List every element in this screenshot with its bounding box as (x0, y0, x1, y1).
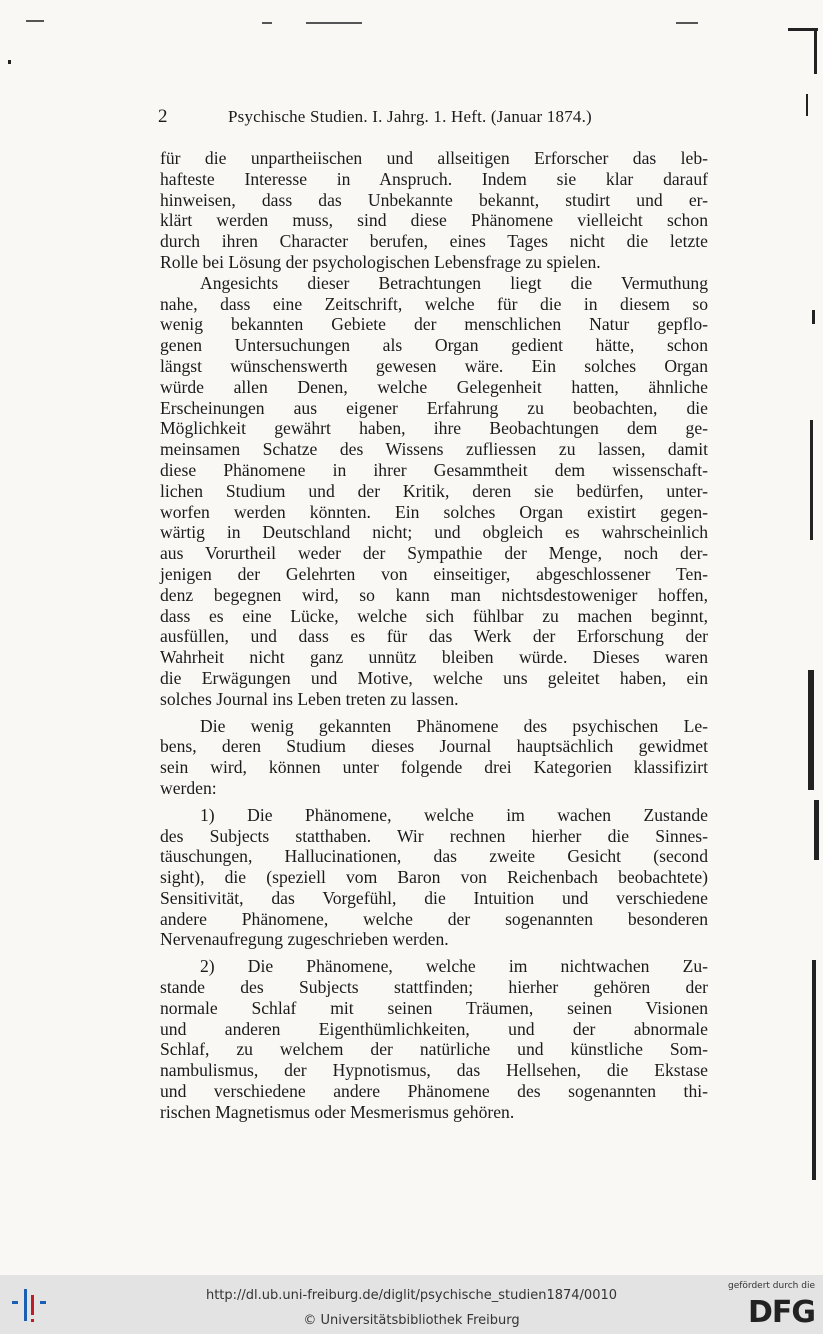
scan-edge-mark (812, 960, 816, 1180)
text-line: 2) Die Phänomene, welche im nichtwachen Zu- (200, 956, 708, 977)
text-line: solches Journal ins Leben treten zu lassen. (160, 688, 459, 709)
text-line: normale Schlaf mit seinen Träumen, seinen Visionen (160, 997, 708, 1018)
page-number: 2 (158, 106, 168, 127)
page-header (158, 106, 708, 130)
text-line: sein wird, können unter folgende drei Kategorien klassifizirt (160, 757, 708, 778)
funder-block (725, 1281, 815, 1331)
text-line: nambulismus, der Hypnotismus, das Hellsehen, die Ekstase (160, 1060, 708, 1081)
text-line: und verschiedene andere Phänomene des sogenannten thi- (160, 1081, 708, 1102)
text-line: Erscheinungen aus eigener Erfahrung zu beobachten, die (160, 397, 708, 418)
text-line: hinweisen, dass das Unbekannte bekannt, studirt und er- (160, 189, 708, 210)
text-line: nahe, dass eine Zeitschrift, welche für die in diesem so (160, 293, 708, 314)
text-line: längst wünschenswerth gewesen wäre. Ein solches Organ (160, 355, 708, 376)
scan-edge-mark (810, 420, 813, 540)
text-line: jenigen der Gelehrten von einseitiger, abgeschlossener Ten- (160, 563, 708, 584)
text-line: hafteste Interesse in Anspruch. Indem sie klar darauf (160, 168, 708, 189)
text-line: wenig bekannten Gebiete der menschlichen Natur gepflo- (160, 314, 708, 335)
permalink-url[interactable]: http://dl.ub.uni-freiburg.de/diglit/psychische_studien1874/0010 (205, 1288, 618, 1303)
viewer-footer (0, 1275, 823, 1334)
scan-edge-mark (808, 670, 814, 790)
text-line: stande des Subjects stattfinden; hierher gehören der (160, 977, 708, 998)
funder-caption: gefördert durch die (728, 1281, 815, 1291)
text-line: rischen Magnetismus oder Mesmerismus gehören. (160, 1101, 515, 1122)
text-line: Rolle bei Lösung der psychologischen Lebensfrage zu spielen. (160, 251, 601, 272)
scan-artifact-dash (676, 22, 698, 24)
scan-edge-mark (814, 800, 819, 860)
running-head: Psychische Studien. I. Jahrg. 1. Heft. (Januar 1874.) (228, 107, 592, 126)
text-line: ausfüllen, und dass es für das Werk der Erforschung der (160, 626, 708, 647)
text-line: lichen Studium und der Kritik, deren sie bedürfen, unter- (160, 480, 708, 501)
text-line: Möglichkeit gewährt haben, ihre Beobachtungen dem ge- (160, 418, 708, 439)
text-line: klärt werden muss, sind diese Phänomene vielleicht schon (160, 210, 708, 231)
text-line: worfen werden könnten. Ein solches Organ existirt gegen- (160, 501, 708, 522)
text-line: und anderen Eigenthümlichkeiten, und der abnormale (160, 1018, 708, 1039)
text-line: die Erwägungen und Motive, welche uns geleitet haben, ein (160, 667, 708, 688)
text-line: diese Phänomene in ihrer Gesammtheit dem wissenschaft- (160, 459, 708, 480)
scan-edge-mark (812, 310, 815, 324)
body-text (160, 148, 708, 1123)
text-line: täuschungen, Hallucinationen, das zweite Gesicht (second (160, 846, 708, 867)
text-line: dass es eine Lücke, welche sich fühlbar zu machen beginnt, (160, 605, 708, 626)
scan-edge-mark (8, 60, 11, 64)
scan-artifact-dash (262, 22, 272, 24)
text-line: würde allen Denen, welche Gelegenheit hatten, ähnliche (160, 376, 708, 397)
scan-edge-mark (806, 94, 808, 116)
text-line: des Subjects statthaben. Wir rechnen hierher die Sinnes- (160, 825, 708, 846)
text-line: meinsamen Schatze des Wissens zufliessen zu lassen, damit (160, 439, 708, 460)
text-line: genen Untersuchungen als Organ gedient hätte, schon (160, 335, 708, 356)
text-line: Nervenaufregung zugeschrieben werden. (160, 929, 449, 950)
text-line: Angesichts dieser Betrachtungen liegt die Vermuthung (200, 272, 708, 293)
copyright-notice: © Universitätsbibliothek Freiburg (303, 1313, 520, 1328)
scan-edge-mark (814, 28, 817, 74)
dfg-logo: DFG (747, 1295, 815, 1330)
text-line: denz begegnen wird, so kann man nichtsdestoweniger hoffen, (160, 584, 708, 605)
text-line: wärtig in Deutschland nicht; und obgleich es wahrscheinlich (160, 522, 708, 543)
text-line: Schlaf, zu welchem der natürliche und künstliche Som- (160, 1039, 708, 1060)
text-line: Sensitivität, das Vorgefühl, die Intuition und verschiedene (160, 887, 708, 908)
text-line: andere Phänomene, welche der sogenannten besonderen (160, 908, 708, 929)
text-line: aus Vorurtheil weder der Sympathie der Menge, noch der- (160, 543, 708, 564)
text-line: Die wenig gekannten Phänomene des psychischen Le- (200, 715, 708, 736)
text-line: sight), die (speziell vom Baron von Reichenbach beobachtete) (160, 867, 708, 888)
text-line: durch ihren Character berufen, eines Tages nicht die letzte (160, 231, 708, 252)
scan-artifact-dash (306, 22, 362, 24)
text-line: für die unpartheiischen und allseitigen Erforscher das leb- (160, 148, 708, 168)
text-line: 1) Die Phänomene, welche im wachen Zustande (200, 804, 708, 825)
scan-artifact-dash (26, 20, 44, 22)
text-line: Wahrheit nicht ganz unnütz bleiben würde. Dieses waren (160, 647, 708, 668)
text-line: werden: (160, 777, 217, 798)
text-line: bens, deren Studium dieses Journal hauptsächlich gewidmet (160, 736, 708, 757)
